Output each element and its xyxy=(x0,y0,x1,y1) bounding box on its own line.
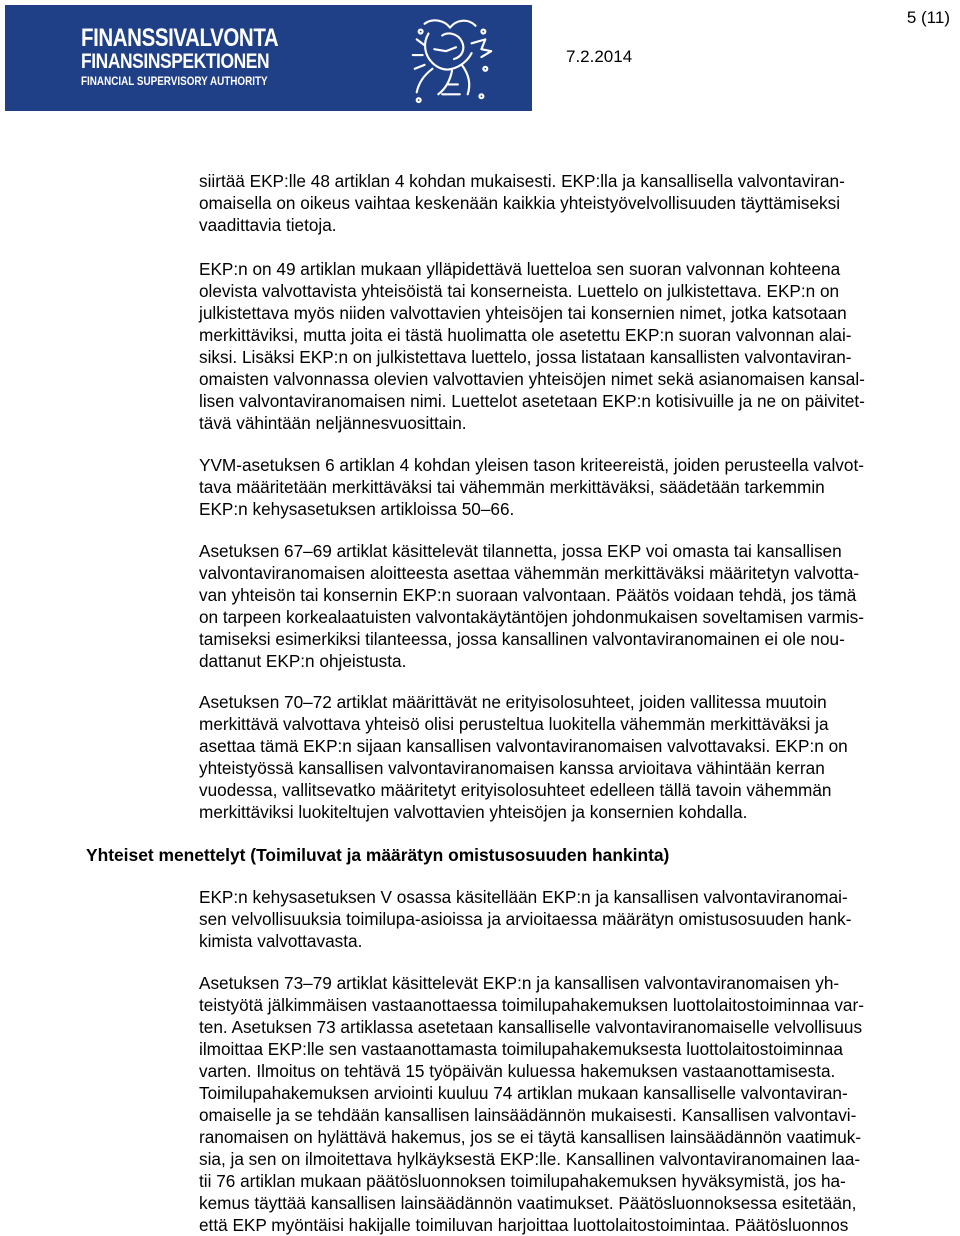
section-heading: Yhteiset menettelyt (Toimiluvat ja määrätyn omistusosuuden hankinta) xyxy=(86,845,670,865)
text-line: ranomaisen on hylättävä hakemus, jos se ei täytä kansallisen lainsäädännön vaatimuk- xyxy=(199,1127,862,1147)
text-line: van yhteisön tai konsernin EKP:n suoraan valvontaan. Päätös voidaan tehdä, jos tämä xyxy=(199,585,857,605)
text-line: Toimilupahakemuksen arviointi kuuluu 74 artiklan mukaan kansalliselle valvontaviran- xyxy=(199,1083,848,1103)
text-line: tava määritetään merkittäväksi tai vähemmän merkittäväksi, säädetään tarkemmin xyxy=(199,477,825,497)
text-line: omaisten valvonnassa olevien valvottavien yhteisöjen nimet sekä asianomaisen kansal- xyxy=(199,369,865,389)
paragraph-7 xyxy=(199,972,929,1236)
text-line: vaadittavia tietoja. xyxy=(199,215,337,235)
text-line: lisen valvontaviranomaisen nimi. Luettelot asetetaan EKP:n kotisivuille ja ne on päivitet- xyxy=(199,391,865,411)
paragraph-6 xyxy=(199,886,929,952)
paragraph-4 xyxy=(199,540,929,672)
text-line: Asetuksen 70–72 artiklat määrittävät ne erityisolosuhteet, joiden vallitessa muutoin xyxy=(199,692,827,712)
text-line: dattanut EKP:n ohjeistusta. xyxy=(199,651,407,671)
text-line: ilmoittaa EKP:lle sen vastaanottamasta toimilupahakemuksesta luottolaitostoiminnaa xyxy=(199,1039,843,1059)
text-line: kimista valvottavasta. xyxy=(199,931,363,951)
text-line: YVM-asetuksen 6 artiklan 4 kohdan yleisen tason kriteereistä, joiden perusteella valvot- xyxy=(199,455,864,475)
brand-name-english: FINANCIAL SUPERVISORY AUTHORITY xyxy=(81,76,268,88)
text-line: vuodessa, vallitsevatko määritetyt erityisolosuhteet edelleen tällä tavoin vähemmän xyxy=(199,780,832,800)
text-line: teistyötä jälkimmäisen vastaanottaessa toimilupahakemuksen luottolaitostoiminnaa var- xyxy=(199,995,864,1015)
text-line: EKP:n on 49 artiklan mukaan ylläpidettävä luetteloa sen suoran valvonnan kohteena xyxy=(199,259,841,279)
text-line: siksi. Lisäksi EKP:n on julkistettava luettelo, jossa listataan kansallisten valvontaviran- xyxy=(199,347,852,367)
text-line: että EKP myöntäisi hakijalle toimiluvan harjoittaa luottolaitostoimintaa. Päätösluonnos xyxy=(199,1215,849,1235)
text-line: olevista valvottavista yhteisöistä tai konserneista. Luettelo on julkistettava. EKP:n on xyxy=(199,281,840,301)
text-line: EKP:n kehysasetuksen V osassa käsitellään EKP:n ja kansallisen valvontaviranomai- xyxy=(199,887,848,907)
paragraph-5 xyxy=(199,691,929,823)
text-line: ten. Asetuksen 73 artiklassa asetetaan kansalliselle valvontaviranomaiselle velvollisuus xyxy=(199,1017,863,1037)
text-line: merkittäviksi luokiteltujen valvottavien yhteisöjen ja konsernien kohdalla. xyxy=(199,802,748,822)
lion-crest-icon xyxy=(403,9,501,109)
paragraph-1 xyxy=(199,170,929,236)
text-line: sia, ja sen on ilmoitettava hylkäyksestä EKP:lle. Kansallinen valvontaviranomainen laa- xyxy=(199,1149,861,1169)
page-number: 5 (11) xyxy=(906,8,950,27)
brand-logo-text xyxy=(81,25,322,89)
brand-name-finnish: FINANSSIVALVONTA xyxy=(81,24,279,52)
text-line: tii 76 artiklan mukaan päätösluonnoksen toimilupahakemuksen hyväksymistä, jos ha- xyxy=(199,1171,846,1191)
text-line: julkistettava myös niiden valvottavien yhteisöjen tai konsernien nimet, jotka katsotaan xyxy=(199,303,847,323)
text-line: yhteistyössä kansallisen valvontaviranomaisen kanssa arvioitava vähintään kerran xyxy=(199,758,825,778)
paragraph-2 xyxy=(199,258,929,434)
text-line: siirtää EKP:lle 48 artiklan 4 kohdan mukaisesti. EKP:lla ja kansallisella valvontaviran- xyxy=(199,171,845,191)
text-line: kemus täyttää kansallisen lainsäädännön vaatimukset. Päätösluonnoksessa esitetään, xyxy=(199,1193,857,1213)
text-line: varten. Ilmoitus on tehtävä 15 työpäivän kuluessa hakemuksen vastaanottamisesta. xyxy=(199,1061,836,1081)
text-line: Asetuksen 73–79 artiklat käsittelevät EKP:n ja kansallisen valvontaviranomaisen yh- xyxy=(199,973,840,993)
paragraph-3 xyxy=(199,454,929,520)
text-line: merkittävä valvottava yhteisö olisi perusteltua luokitella vähemmän merkittäväksi ja xyxy=(199,714,829,734)
text-line: omaisella on oikeus vaihtaa keskenään kaikkia yhteistyövelvollisuuden täyttämiseksi xyxy=(199,193,841,213)
text-line: valvontaviranomaisen aloitteesta asettaa vähemmän merkittäväksi määritetyn valvotta- xyxy=(199,563,860,583)
text-line: tamiseksi esimerkiksi tilanteessa, jossa kansallinen valvontaviranomainen ei ole nou- xyxy=(199,629,845,649)
text-line: tävä vähintään neljännesvuosittain. xyxy=(199,413,467,433)
text-line: merkittäviksi, mutta joita ei tästä huolimatta ole asetettu EKP:n suoran valvonnan alai- xyxy=(199,325,852,345)
text-line: sen velvollisuuksia toimilupa-asioissa ja arvioitaessa määrätyn omistusosuuden hank- xyxy=(199,909,852,929)
document-date: 7.2.2014 xyxy=(566,47,633,66)
text-line: Asetuksen 67–69 artiklat käsittelevät tilannetta, jossa EKP voi omasta tai kansallisen xyxy=(199,541,842,561)
header-banner xyxy=(5,5,532,111)
text-line: asettaa tämä EKP:n sijaan kansallisen valvontaviranomaisen valvottavaksi. EKP:n on xyxy=(199,736,848,756)
text-line: EKP:n kehysasetuksen artikloissa 50–66. xyxy=(199,499,515,519)
text-line: on tarpeen korkealaatuisten valvontakäytäntöjen johdonmukaisen soveltamisen varmis- xyxy=(199,607,864,627)
text-line: omaiselle ja se tehdään kansallisen lainsäädännön mukaisesti. Kansallisen valvontavi- xyxy=(199,1105,857,1125)
brand-name-swedish: FINANSINSPEKTIONEN xyxy=(81,50,270,73)
